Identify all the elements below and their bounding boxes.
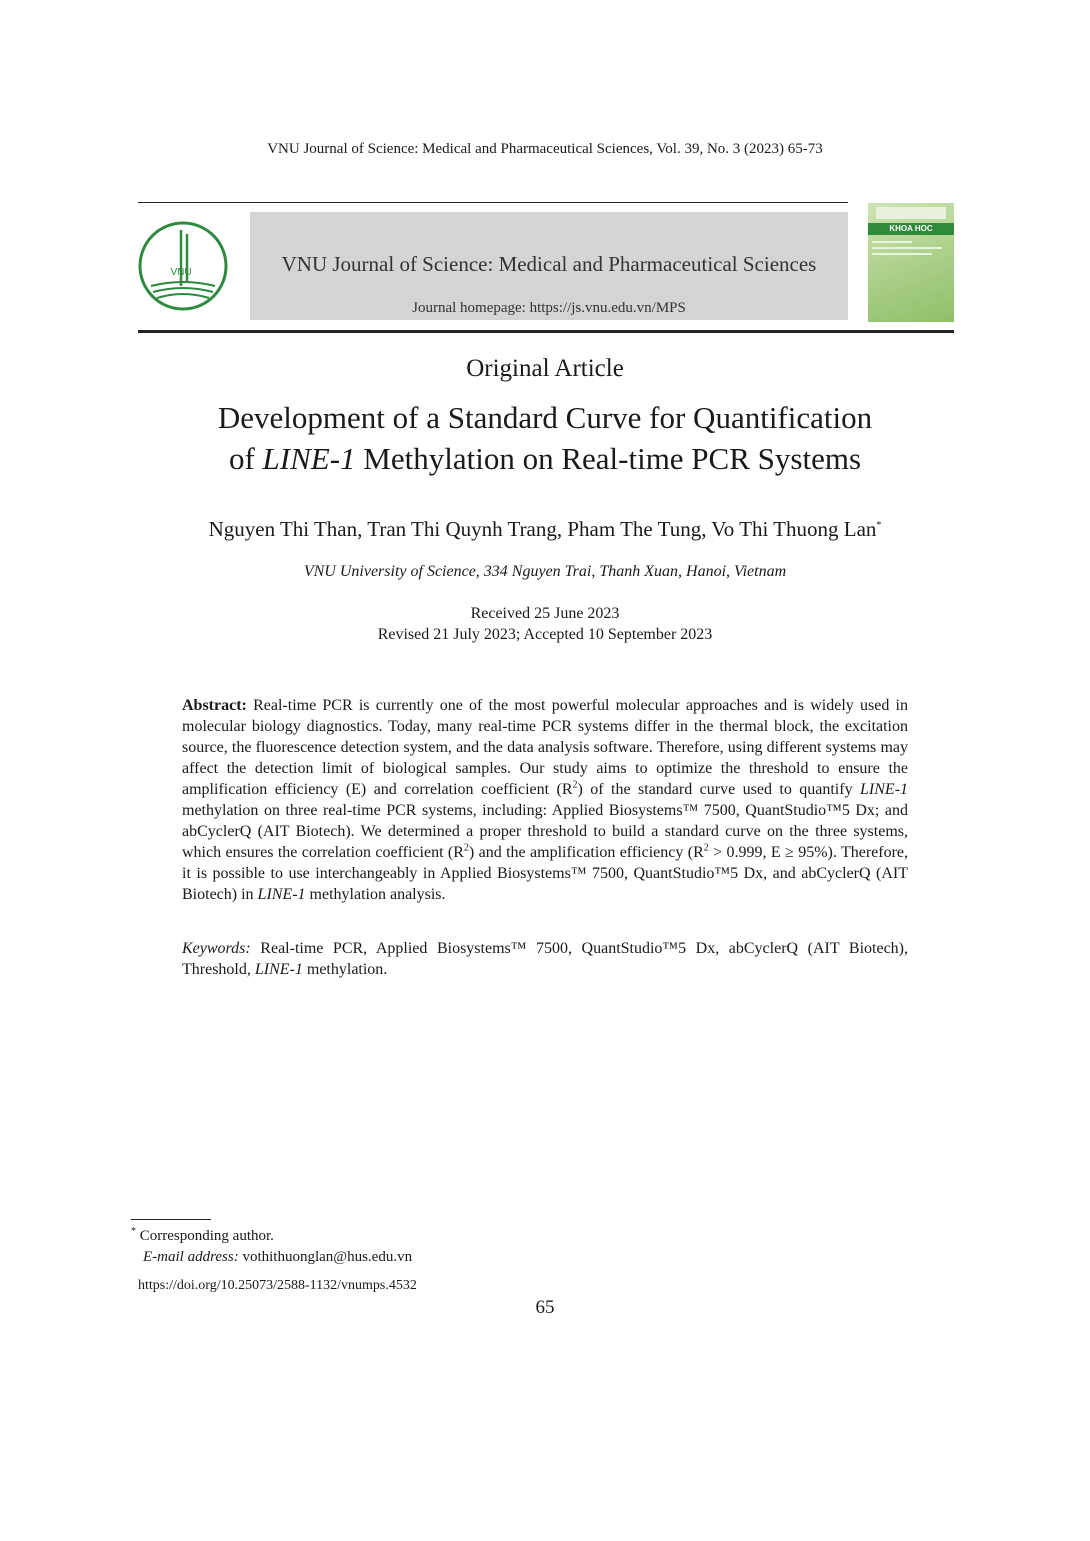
vnu-logo [137,220,229,312]
header-rule-bottom [138,330,954,333]
corresponding-mark: * [876,520,882,531]
page-number: 65 [535,1297,555,1318]
article-title [0,397,1090,479]
journal-citation: VNU Journal of Science: Medical and Pharmaceutical Sciences, Vol. 39, No. 3 (2023) 65-73 [267,141,823,157]
email-line: E-mail address: vothithuonglan@hus.edu.vn [143,1249,413,1265]
article-dates [0,603,1090,645]
corresponding-author-note: * Corresponding author. [131,1226,274,1244]
banner-homepage: Journal homepage: https://js.vnu.edu.vn/MPS [412,300,686,316]
keywords: Keywords: Real-time PCR, Applied Biosystems™ 7500, QuantStudio™5 Dx, abCyclerQ (AIT Biotech), Threshold, LINE-1 methylation. [182,940,908,978]
doi-link[interactable]: https://doi.org/10.25073/2588-1132/vnumps.4532 [138,1278,417,1293]
header-rule-top [138,202,848,203]
journal-cover-thumbnail [868,203,954,322]
cover-title: KHOA HOC [868,223,954,235]
title-line-2: of LINE-1 Methylation on Real-time PCR Systems [228,441,862,476]
abstract: Abstract: Real-time PCR is currently one of the most powerful molecular approaches and is widely used in molecular biology diagnostics. Today, many real-time PCR systems differ in the thermal block, the excitation source, the fluorescence detection system, and the data analysis software. Therefore, using different systems may affect the detection limit of biological samples. Our study aims to optimize the threshold to ensure the amplification efficiency (E) and correlation coefficient $(R^2)$ of the standard curve used to quantify LINE-1 methylation on three real-time PCR systems, including: Applied Biosystems™ 7500, QuantStudio™5 Dx; and abCyclerQ (AIT Biotech). We determined a proper threshold to build a standard curve on the three systems, which ensures the correlation coefficient $(R^2)$ and the amplification efficiency ($R^2 > 0.999$, E ≥ 95%). Therefore, it is possible to use interchangeably in Applied Biosystems™ 7500, QuantStudio™5 Dx, and abCyclerQ (AIT Biotech) in LINE-1 methylation analysis. [182,697,909,903]
footnote-rule [131,1219,211,1220]
keywords-label: Keywords: [182,940,251,957]
affiliation: VNU University of Science, 334 Nguyen Trai, Thanh Xuan, Hanoi, Vietnam [303,563,787,580]
email-address: vothithuonglan@hus.edu.vn [238,1249,413,1265]
journal-banner [250,212,848,320]
title-line-1: Development of a Standard Curve for Quantification [217,400,873,435]
received-date: Received 25 June 2023 [470,605,620,622]
cover-header [876,207,946,219]
banner-title: VNU Journal of Science: Medical and Pharmaceutical Sciences [281,252,817,276]
author-list: Nguyen Thi Than, Tran Thi Quynh Trang, Pham The Tung, Vo Thi Thuong Lan* [208,517,882,541]
article-type: Original Article [466,355,624,382]
logo-text: VNU [170,267,192,278]
abstract-label: Abstract: [182,697,247,714]
revised-accepted-date: Revised 21 July 2023; Accepted 10 September 2023 [377,626,713,643]
footnote [131,1226,412,1268]
